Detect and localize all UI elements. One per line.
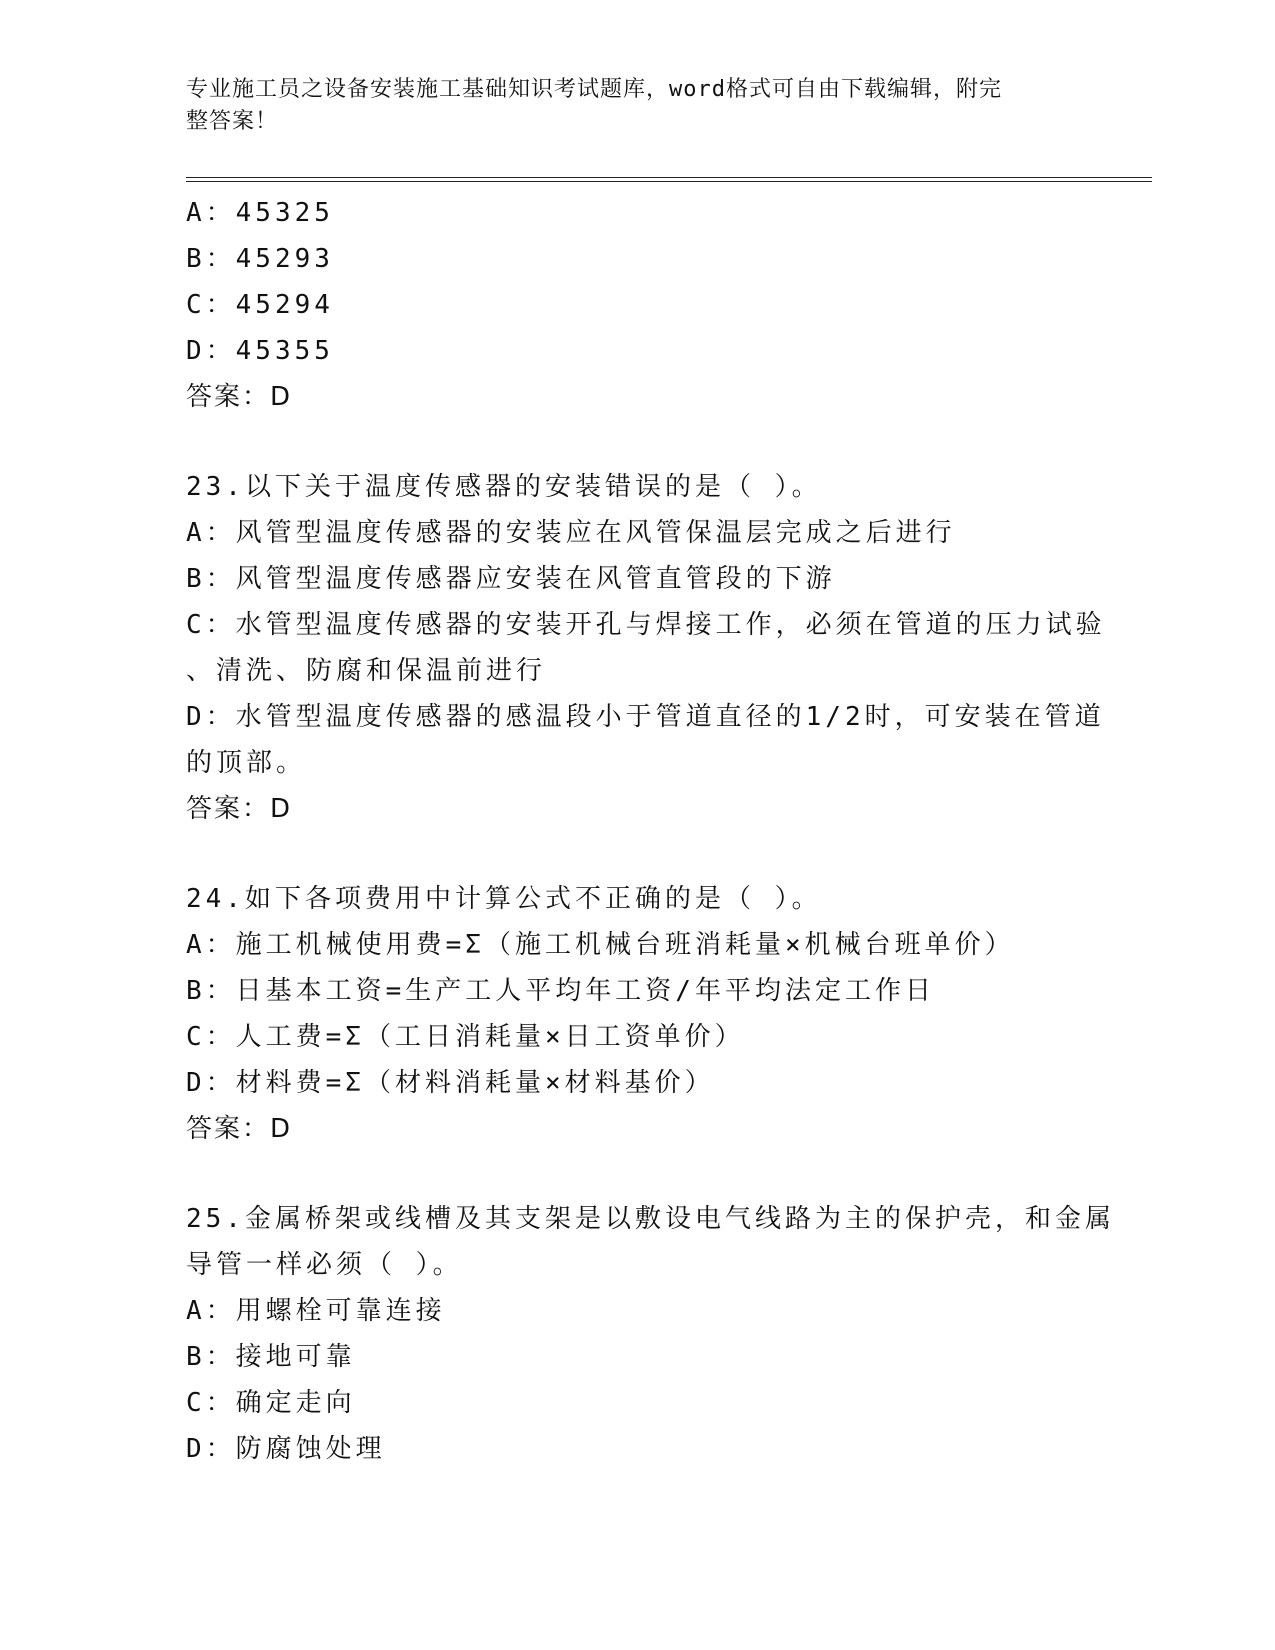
option-a: A：用螺栓可靠连接 xyxy=(186,1296,446,1326)
header-text-line-1: 专业施工员之设备安装施工基础知识考试题库，word格式可自由下载编辑，附完 xyxy=(186,77,1002,102)
option-b: B：风管型温度传感器应安装在风管直管段的下游 xyxy=(186,564,836,594)
question-text: 23.以下关于温度传感器的安装错误的是（ ）。 xyxy=(186,472,822,502)
spacer xyxy=(186,420,1086,464)
option-d: D：防腐蚀处理 xyxy=(186,1434,386,1464)
answer: 答案：D xyxy=(186,794,293,824)
option-c-continued: 、清洗、防腐和保温前进行 xyxy=(186,656,547,686)
question-text: 25.金属桥架或线槽及其支架是以敷设电气线路为主的保护壳，和金属 xyxy=(186,1204,1115,1234)
header-divider-top xyxy=(186,177,1152,178)
header-text-line-2: 整答案！ xyxy=(186,109,279,134)
option-b: B：接地可靠 xyxy=(186,1342,356,1372)
question-24 xyxy=(186,876,1086,1152)
question-25 xyxy=(186,1196,1115,1472)
question-text-continued: 导管一样必须（ ）。 xyxy=(186,1250,463,1280)
option-c: C：确定走向 xyxy=(186,1388,356,1418)
header-divider-bottom xyxy=(186,181,1152,182)
spacer xyxy=(186,832,1086,876)
option-d: D：材料费=Σ（材料消耗量×材料基价） xyxy=(186,1068,715,1098)
answer: 答案：D xyxy=(186,1114,293,1144)
question-22 xyxy=(186,190,1086,420)
option-a: A：45325 xyxy=(186,198,334,228)
question-23 xyxy=(186,464,1106,832)
option-a: A：风管型温度传感器的安装应在风管保温层完成之后进行 xyxy=(186,518,956,548)
option-b: B：日基本工资=生产工人平均年工资/年平均法定工作日 xyxy=(186,976,935,1006)
document-header xyxy=(186,74,1066,138)
question-list xyxy=(186,190,1115,1472)
option-d: D：45355 xyxy=(186,336,334,366)
option-b: B：45293 xyxy=(186,244,334,274)
option-c: C：人工费=Σ（工日消耗量×日工资单价） xyxy=(186,1022,745,1052)
option-c: C：水管型温度传感器的安装开孔与焊接工作，必须在管道的压力试验 xyxy=(186,610,1106,640)
option-a: A：施工机械使用费=Σ（施工机械台班消耗量×机械台班单价） xyxy=(186,930,1015,960)
option-d: D：水管型温度传感器的感温段小于管道直径的1/2时，可安装在管道 xyxy=(186,702,1105,732)
question-text: 24.如下各项费用中计算公式不正确的是（ ）。 xyxy=(186,884,822,914)
spacer xyxy=(186,1152,1086,1196)
answer: 答案：D xyxy=(186,382,293,412)
option-c: C：45294 xyxy=(186,290,334,320)
option-d-continued: 的顶部。 xyxy=(186,748,307,778)
